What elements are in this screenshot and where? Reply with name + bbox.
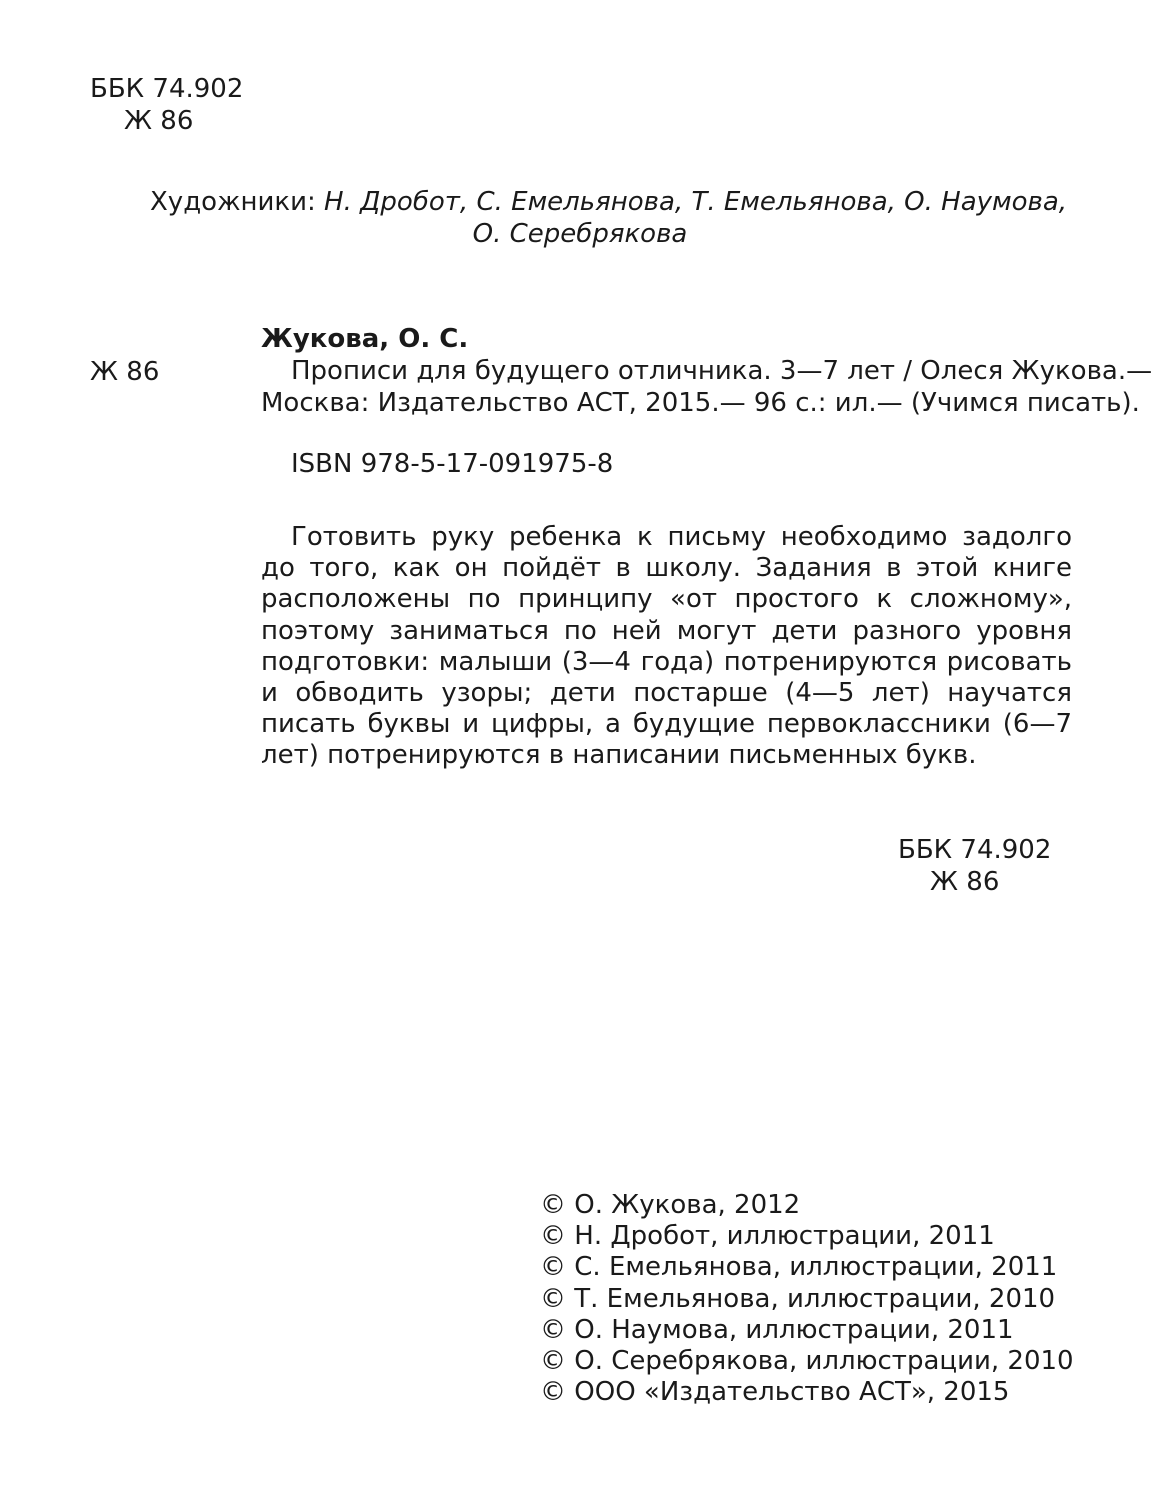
bbk-index-bottom — [898, 834, 1051, 898]
bbk-index-top — [90, 73, 243, 137]
isbn: ISBN 978-5-17-091975-8 — [291, 449, 614, 479]
artists-names-line1: Н. Дробот, С. Емельянова, Т. Емельянова, О. Наумова, — [324, 187, 1068, 217]
copyright-block — [540, 1190, 1074, 1408]
artists-credit — [150, 186, 1068, 250]
artists-names-line2: О. Серебрякова — [472, 219, 688, 249]
copyright-line: © О. Жукова, 2012 — [540, 1190, 801, 1220]
copyright-line: © ООО «Издательство АСТ», 2015 — [540, 1377, 1010, 1408]
author-mark: Ж 86 — [930, 867, 1000, 897]
annotation-paragraph: Готовить руку ребенка к письму необходимо задолго до того, как он пойдёт в школу. Задания в этой книге расположены по принципу «от простого к сложному», поэтому заниматься по ней могут дети разного уровня подготовки: малыши (3—4 года) потренируются рисовать и обводить узоры; дети постарше (4—5 лет) научатся писать буквы и цифры, а будущие первоклассники (6—7 лет) потренируются в написании письменных букв. — [261, 522, 1072, 771]
bbk-code: ББК 74.902 — [90, 74, 244, 104]
bbk-code: ББК 74.902 — [898, 835, 1052, 865]
copyright-line: © О. Наумова, иллюстрации, 2011 — [540, 1314, 1014, 1345]
biblio-line-1: Прописи для будущего отличника. 3—7 лет / Олеся Жукова.— — [291, 356, 1152, 386]
copyright-line: © Н. Дробот, иллюстрации, 2011 — [540, 1221, 995, 1252]
author-heading: Жукова, О. С. — [261, 324, 469, 354]
bibliographic-description — [261, 355, 1152, 419]
copyright-line: © О. Серебрякова, иллюстрации, 2010 — [540, 1346, 1074, 1377]
artists-label: Художники: — [150, 187, 316, 217]
author-mark: Ж 86 — [124, 106, 194, 136]
copyright-line: © Т. Емельянова, иллюстрации, 2010 — [540, 1283, 1056, 1314]
side-author-mark: Ж 86 — [90, 357, 160, 387]
biblio-line-2: Москва: Издательство АСТ, 2015.— 96 с.: ил.— (Учимся писать). — [261, 388, 1140, 418]
copyright-line: © С. Емельянова, иллюстрации, 2011 — [540, 1252, 1058, 1283]
